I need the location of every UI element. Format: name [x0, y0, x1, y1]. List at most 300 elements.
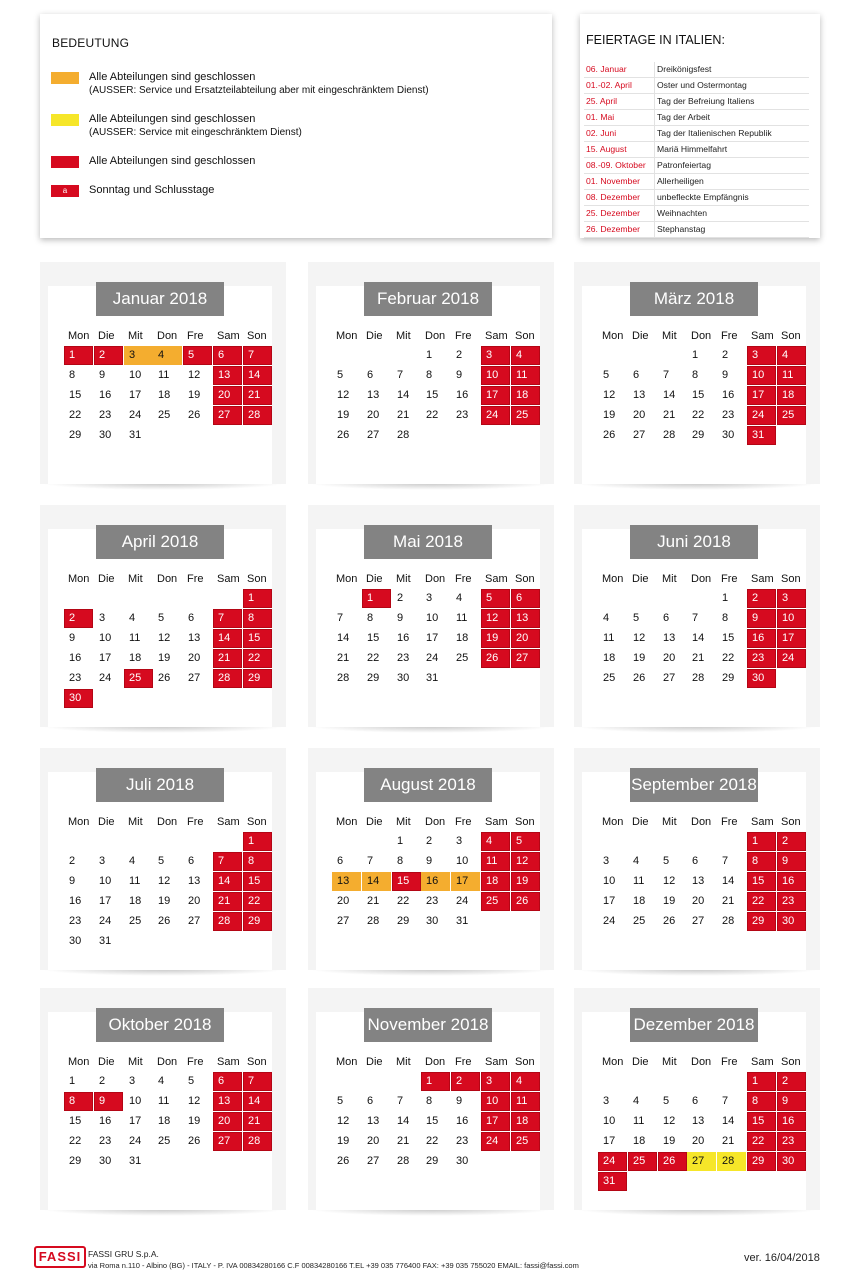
weekday-header: Sam	[217, 573, 240, 585]
calendar-day: 31	[426, 672, 439, 684]
calendar-day: 13	[367, 1115, 380, 1127]
calendar-day: 6	[367, 1095, 374, 1107]
calendar-day: 3	[124, 346, 153, 365]
calendar-day: 10	[747, 366, 776, 385]
calendar-day: 28	[663, 429, 676, 441]
calendar-day: 7	[722, 855, 729, 867]
calendar-day: 27	[367, 429, 380, 441]
holiday-date: 02. Juni	[586, 128, 617, 138]
calendar-day: 24	[456, 895, 469, 907]
calendar-day: 22	[397, 895, 410, 907]
calendar-day: 27	[663, 672, 676, 684]
calendar-day: 25	[158, 1135, 171, 1147]
calendar-day: 10	[456, 855, 469, 867]
calendar-day: 5	[183, 346, 212, 365]
calendar-day: 23	[397, 652, 410, 664]
calendar-day: 15	[747, 872, 776, 891]
calendar-day: 16	[777, 872, 806, 891]
calendar-day: 12	[337, 389, 350, 401]
calendar-day: 15	[243, 629, 272, 648]
weekday-header: Sam	[751, 1056, 774, 1068]
calendar-day: 18	[456, 632, 469, 644]
calendar-day: 16	[456, 389, 469, 401]
calendar-day: 16	[99, 1115, 112, 1127]
calendar-day: 27	[511, 649, 540, 668]
weekday-header: Sam	[217, 330, 240, 342]
calendar-day: 23	[747, 649, 776, 668]
calendar-day: 14	[243, 1092, 272, 1111]
calendar-day: 7	[367, 855, 374, 867]
calendar-day: 17	[747, 386, 776, 405]
calendar-day: 26	[511, 892, 540, 911]
calendar-day: 20	[367, 409, 380, 421]
holidays-panel	[580, 14, 820, 238]
calendar-day: 16	[456, 1115, 469, 1127]
calendar-day: 6	[213, 1072, 242, 1091]
calendar-day: 29	[367, 672, 380, 684]
calendar-day: 7	[692, 612, 699, 624]
weekday-header: Mon	[336, 573, 358, 585]
calendar-day: 4	[633, 855, 640, 867]
calendar-day: 20	[188, 652, 201, 664]
legend-item-label: Alle Abteilungen sind geschlossen	[89, 113, 256, 125]
calendar-day: 10	[481, 366, 510, 385]
holiday-name: unbefleckte Empfängnis	[657, 192, 749, 202]
calendar-day: 28	[243, 406, 272, 425]
weekday-header: Sam	[751, 330, 774, 342]
calendar-day: 15	[69, 1115, 82, 1127]
calendar-day: 22	[747, 1132, 776, 1151]
calendar-day: 6	[188, 855, 195, 867]
weekday-header: Son	[247, 816, 267, 828]
holiday-date: 26. Dezember	[586, 224, 640, 234]
calendar-day: 16	[722, 389, 735, 401]
calendar-day: 18	[158, 389, 171, 401]
calendar-day: 9	[456, 1095, 463, 1107]
legend-swatch-red	[51, 156, 79, 168]
calendar-day: 16	[777, 1112, 806, 1131]
calendar-day: 13	[188, 875, 201, 887]
calendar-day: 6	[511, 589, 540, 608]
calendar-day: 15	[69, 389, 82, 401]
holiday-row	[584, 78, 809, 94]
calendar-day: 21	[367, 895, 380, 907]
weekday-header: Don	[691, 1056, 712, 1068]
holiday-row	[584, 190, 809, 206]
calendar-day: 2	[722, 349, 729, 361]
calendar-day: 24	[481, 1132, 510, 1151]
calendar-day: 12	[188, 369, 201, 381]
calendar-day: 10	[603, 875, 616, 887]
calendar-day: 4	[456, 592, 463, 604]
holiday-divider	[654, 142, 655, 157]
calendar-day: 7	[243, 346, 272, 365]
calendar-day: 14	[337, 632, 350, 644]
holiday-date: 06. Januar	[586, 64, 627, 74]
calendar-day: 23	[777, 892, 806, 911]
weekday-header: Fre	[721, 330, 738, 342]
calendar-day: 22	[243, 649, 272, 668]
calendar-day: 30	[777, 912, 806, 931]
calendar-day: 27	[367, 1155, 380, 1167]
calendar-day: 20	[663, 652, 676, 664]
calendar-day: 18	[481, 872, 510, 891]
calendar-day: 6	[663, 612, 670, 624]
calendar-day: 2	[777, 832, 806, 851]
calendar-day: 10	[129, 1095, 142, 1107]
calendar-day: 17	[481, 1112, 510, 1131]
calendar-day: 12	[663, 875, 676, 887]
calendar-day: 28	[337, 672, 350, 684]
calendar-day: 18	[129, 895, 142, 907]
calendar-day: 20	[692, 1135, 705, 1147]
calendar-day: 23	[99, 409, 112, 421]
weekday-header: Die	[98, 330, 115, 342]
holiday-name: Tag der Italienischen Republik	[657, 128, 772, 138]
weekday-header: Mit	[662, 816, 677, 828]
calendar-day: 14	[722, 1115, 735, 1127]
weekday-header: Die	[366, 573, 383, 585]
calendar-day: 26	[188, 1135, 201, 1147]
holiday-row	[584, 206, 809, 222]
calendar-day: 18	[511, 386, 540, 405]
calendar-day: 27	[337, 915, 350, 927]
calendar-day: 8	[426, 1095, 433, 1107]
calendar-day: 31	[99, 935, 112, 947]
calendar-day: 9	[69, 875, 76, 887]
calendar-day: 2	[99, 1075, 106, 1087]
weekday-header: Mit	[662, 1056, 677, 1068]
calendar-day: 1	[426, 349, 433, 361]
weekday-header: Mon	[68, 573, 90, 585]
calendar-day: 9	[69, 632, 76, 644]
weekday-header: Son	[515, 573, 535, 585]
month-title: November 2018	[364, 1008, 492, 1042]
calendar-day: 10	[99, 632, 112, 644]
legend-item-label: Alle Abteilungen sind geschlossen	[89, 155, 256, 167]
calendar-day: 12	[511, 852, 540, 871]
weekday-header: Mit	[662, 573, 677, 585]
month-title: Mai 2018	[364, 525, 492, 559]
calendar-day: 8	[747, 1092, 776, 1111]
holiday-date: 25. Dezember	[586, 208, 640, 218]
calendar-day: 4	[153, 346, 182, 365]
calendar-day: 2	[747, 589, 776, 608]
weekday-header: Sam	[217, 1056, 240, 1068]
weekday-header: Don	[425, 573, 446, 585]
weekday-header: Die	[632, 573, 649, 585]
holiday-divider	[654, 174, 655, 189]
calendar-day: 22	[692, 409, 705, 421]
calendar-day: 11	[456, 612, 468, 624]
calendar-day: 2	[397, 592, 404, 604]
weekday-header: Don	[157, 330, 178, 342]
calendar-day: 31	[129, 429, 142, 441]
calendar-day: 24	[598, 1152, 627, 1171]
calendar-day: 15	[722, 632, 735, 644]
calendar-day: 4	[603, 612, 610, 624]
weekday-header: Son	[247, 573, 267, 585]
holiday-row	[584, 126, 809, 142]
weekday-header: Fre	[721, 573, 738, 585]
weekday-header: Don	[691, 573, 712, 585]
calendar-day: 11	[129, 632, 141, 644]
calendar-day: 1	[362, 589, 391, 608]
legend-item-note: (AUSSER: Service mit eingeschränktem Dienst)	[89, 127, 302, 138]
calendar-day: 28	[397, 1155, 410, 1167]
calendar-day: 9	[722, 369, 729, 381]
calendar-day: 5	[633, 612, 640, 624]
calendar-day: 1	[722, 592, 729, 604]
weekday-header: Mon	[602, 816, 624, 828]
holiday-row	[584, 174, 809, 190]
calendar-day: 5	[663, 1095, 670, 1107]
calendar-day: 3	[456, 835, 463, 847]
calendar-day: 23	[722, 409, 735, 421]
calendar-day: 6	[692, 855, 699, 867]
holiday-row	[584, 94, 809, 110]
calendar-day: 11	[129, 875, 141, 887]
calendar-day: 25	[777, 406, 806, 425]
calendar-day: 30	[99, 429, 112, 441]
weekday-header: Die	[632, 816, 649, 828]
calendar-day: 7	[663, 369, 670, 381]
holiday-date: 15. August	[586, 144, 627, 154]
calendar-day: 2	[777, 1072, 806, 1091]
holiday-divider	[654, 126, 655, 141]
calendar-day: 15	[243, 872, 272, 891]
legend-title: BEDEUTUNG	[52, 36, 130, 50]
weekday-header: Sam	[485, 1056, 508, 1068]
calendar-day: 14	[663, 389, 676, 401]
weekday-header: Mit	[128, 1056, 143, 1068]
calendar-day: 9	[456, 369, 463, 381]
calendar-day: 21	[692, 652, 705, 664]
weekday-header: Fre	[187, 330, 204, 342]
calendar-day: 14	[692, 632, 705, 644]
calendar-day: 28	[213, 912, 242, 931]
legend-item-label: Sonntag und Schlusstage	[89, 184, 215, 196]
holiday-divider	[654, 206, 655, 221]
calendar-day: 27	[692, 915, 705, 927]
calendar-day: 13	[692, 1115, 705, 1127]
weekday-header: Don	[425, 330, 446, 342]
calendar-day: 24	[426, 652, 439, 664]
calendar-day: 21	[213, 892, 242, 911]
holiday-date: 08.-09. Oktober	[586, 160, 646, 170]
calendar-day: 17	[603, 1135, 616, 1147]
weekday-header: Son	[781, 1056, 801, 1068]
legend-swatch-yellow	[51, 114, 79, 126]
calendar-day: 26	[633, 672, 646, 684]
calendar-day: 9	[777, 852, 806, 871]
calendar-day: 26	[158, 915, 171, 927]
calendar-day: 21	[337, 652, 350, 664]
calendar-day: 30	[456, 1155, 469, 1167]
calendar-day: 24	[481, 406, 510, 425]
calendar-day: 9	[99, 369, 106, 381]
calendar-day: 5	[158, 612, 165, 624]
calendar-day: 29	[722, 672, 735, 684]
calendar-day: 5	[188, 1075, 195, 1087]
calendar-day: 8	[747, 852, 776, 871]
calendar-day: 20	[213, 1112, 242, 1131]
weekday-header: Fre	[187, 573, 204, 585]
calendar-day: 12	[188, 1095, 201, 1107]
calendar-day: 14	[397, 389, 410, 401]
calendar-day: 4	[511, 346, 540, 365]
weekday-header: Don	[425, 1056, 446, 1068]
weekday-header: Don	[691, 330, 712, 342]
calendar-day: 19	[663, 895, 676, 907]
calendar-day: 20	[692, 895, 705, 907]
calendar-day: 27	[213, 406, 242, 425]
calendar-day: 1	[69, 1075, 76, 1087]
calendar-day: 29	[243, 669, 272, 688]
calendar-day: 2	[456, 349, 463, 361]
calendar-day: 4	[481, 832, 510, 851]
weekday-header: Die	[366, 816, 383, 828]
weekday-header: Mit	[128, 816, 143, 828]
calendar-day: 30	[747, 669, 776, 688]
weekday-header: Son	[247, 1056, 267, 1068]
holiday-divider	[654, 190, 655, 205]
calendar-day: 19	[158, 895, 171, 907]
calendar-day: 19	[337, 409, 350, 421]
calendar-day: 28	[717, 1152, 746, 1171]
calendar-day: 13	[367, 389, 380, 401]
calendar-day: 3	[603, 855, 610, 867]
calendar-day: 5	[337, 369, 344, 381]
weekday-header: Mon	[602, 330, 624, 342]
holiday-date: 25. April	[586, 96, 618, 106]
calendar-day: 11	[511, 366, 540, 385]
calendar-day: 22	[722, 652, 735, 664]
holiday-date: 01. Mai	[586, 112, 615, 122]
legend-swatch-orange	[51, 72, 79, 84]
calendar-day: 26	[603, 429, 616, 441]
calendar-day: 16	[421, 872, 450, 891]
calendar-day: 21	[722, 895, 735, 907]
calendar-day: 8	[367, 612, 374, 624]
holidays-list	[584, 62, 809, 238]
weekday-header: Die	[632, 330, 649, 342]
calendar-day: 26	[481, 649, 510, 668]
calendar-day: 14	[362, 872, 391, 891]
calendar-day: 19	[603, 409, 616, 421]
weekday-header: Mit	[396, 573, 411, 585]
weekday-header: Die	[98, 1056, 115, 1068]
calendar-day: 29	[69, 429, 82, 441]
calendar-day: 30	[777, 1152, 806, 1171]
calendar-day: 18	[129, 652, 142, 664]
calendar-day: 13	[633, 389, 646, 401]
calendar-day: 11	[481, 852, 510, 871]
calendar-day: 7	[337, 612, 344, 624]
holiday-date: 01. November	[586, 176, 640, 186]
calendar-day: 7	[213, 609, 242, 628]
calendar-day: 22	[747, 892, 776, 911]
calendar-day: 23	[99, 1135, 112, 1147]
calendar-day: 19	[511, 872, 540, 891]
calendar-day: 7	[243, 1072, 272, 1091]
calendar-day: 25	[124, 669, 153, 688]
calendar-day: 26	[658, 1152, 687, 1171]
calendar-day: 8	[722, 612, 729, 624]
calendar-day: 20	[188, 895, 201, 907]
legend-item-label: Alle Abteilungen sind geschlossen	[89, 71, 256, 83]
calendar-day: 30	[99, 1155, 112, 1167]
weekday-header: Sam	[751, 573, 774, 585]
calendar-day: 3	[426, 592, 433, 604]
calendar-day: 8	[426, 369, 433, 381]
holiday-date: 01.-02. April	[586, 80, 632, 90]
legend-swatch-sunday: a	[51, 185, 79, 197]
calendar-day: 19	[633, 652, 646, 664]
weekday-header: Mit	[396, 1056, 411, 1068]
calendar-day: 6	[188, 612, 195, 624]
weekday-header: Sam	[485, 573, 508, 585]
calendar-day: 30	[426, 915, 439, 927]
calendar-day: 13	[332, 872, 361, 891]
calendar-day: 13	[213, 1092, 242, 1111]
calendar-day: 25	[628, 1152, 657, 1171]
calendar-day: 11	[158, 1095, 170, 1107]
calendar-day: 6	[367, 369, 374, 381]
weekday-header: Fre	[721, 1056, 738, 1068]
weekday-header: Die	[98, 816, 115, 828]
calendar-day: 6	[213, 346, 242, 365]
weekday-header: Mon	[602, 1056, 624, 1068]
calendar-day: 2	[451, 1072, 480, 1091]
weekday-header: Fre	[455, 1056, 472, 1068]
calendar-day: 31	[456, 915, 469, 927]
calendar-day: 13	[511, 609, 540, 628]
weekday-header: Mon	[68, 816, 90, 828]
calendar-day: 31	[129, 1155, 142, 1167]
calendar-day: 4	[129, 612, 136, 624]
weekday-header: Son	[247, 330, 267, 342]
calendar-day: 7	[397, 369, 404, 381]
calendar-day: 1	[397, 835, 404, 847]
weekday-header: Son	[515, 1056, 535, 1068]
calendar-day: 19	[188, 389, 201, 401]
holiday-divider	[654, 158, 655, 173]
calendar-day: 24	[603, 915, 616, 927]
calendar-day: 23	[426, 895, 439, 907]
holiday-date: 08. Dezember	[586, 192, 640, 202]
weekday-header: Mon	[68, 1056, 90, 1068]
calendar-day: 22	[69, 1135, 82, 1147]
calendar-day: 5	[337, 1095, 344, 1107]
calendar-day: 3	[603, 1095, 610, 1107]
calendar-day: 28	[692, 672, 705, 684]
calendar-day: 12	[481, 609, 510, 628]
weekday-header: Fre	[187, 1056, 204, 1068]
calendar-day: 15	[692, 389, 705, 401]
calendar-day: 25	[158, 409, 171, 421]
calendar-day: 31	[598, 1172, 627, 1191]
calendar-day: 14	[243, 366, 272, 385]
calendar-day: 1	[243, 832, 272, 851]
month-title: September 2018	[630, 768, 758, 802]
calendar-day: 12	[158, 632, 171, 644]
weekday-header: Mit	[128, 330, 143, 342]
calendar-day: 16	[397, 632, 410, 644]
weekday-header: Sam	[217, 816, 240, 828]
weekday-header: Mon	[602, 573, 624, 585]
calendar-day: 3	[481, 1072, 510, 1091]
